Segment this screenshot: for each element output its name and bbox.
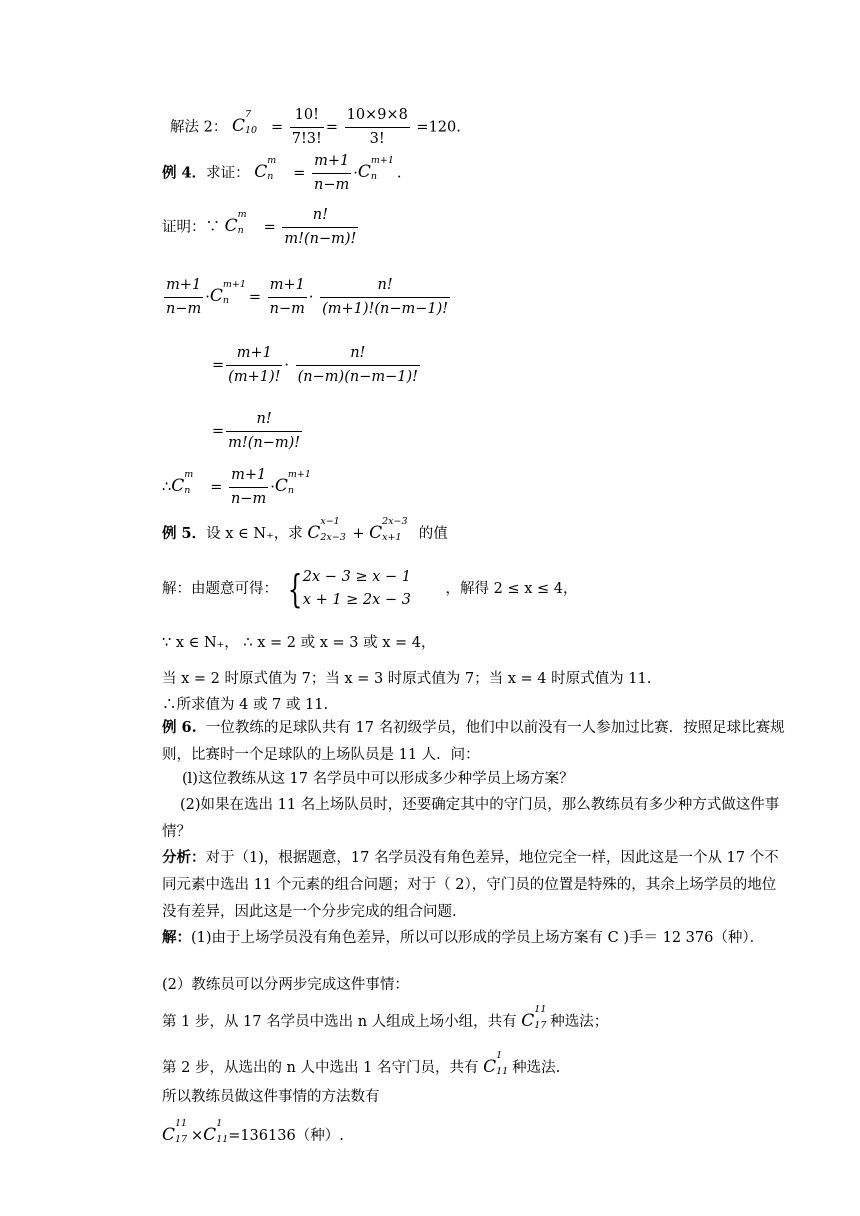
combination-symbol: C m+1 n (357, 155, 394, 183)
fraction: $\frac{m+1}{n-m}$ (166, 277, 202, 317)
inequality-system: 2x − 3 ≥ x − 1 x + 1 ≥ 2x − 3 (302, 569, 411, 609)
solution-5-line: 解：由题意可得： { 2x − 3 ≥ x − 1 x + 1 ≥ 2x − 3 ，解得 2 ≤ x ≤ 4， (162, 567, 578, 612)
fraction: $\frac{n!}{(n-m)(n-m-1)!}$ (297, 345, 418, 385)
derivation-row-2: = $\frac{m+1}{(m+1)!}$ · $\frac{n!}{(n-m)(n-m-1)!}$ (212, 345, 418, 385)
step-intro: (2）教练员可以分两步完成这件事情： (162, 977, 409, 993)
proof-line: 证明：∵ C m n = $\frac{n!}{m!(n-m)!}$ (162, 207, 357, 247)
combination-symbol: C m n (171, 469, 194, 497)
solution-2-label: 解法 2： (170, 119, 228, 136)
conclusion-line: ∴C m n = $\frac{m+1}{n-m}$ ·C m+1 n (162, 467, 311, 507)
combination-symbol: C 7 10 (231, 109, 258, 137)
derivation-row-1: $\frac{m+1}{n-m}$ ·C m+1 n = $\frac{m+1}{n-m}$ · $\frac{n!}{(m+1)!(n-m-1)!}$ (166, 277, 449, 317)
fraction: $\frac{n!}{m!(n-m)!}$ (284, 207, 357, 247)
combination-symbol: C m n (224, 209, 247, 237)
brace: { (287, 567, 302, 612)
fraction: $\frac{n!}{(m+1)!(n-m-1)!}$ (322, 277, 449, 317)
total-intro: 所以教练员做这件事情的方法数有 (162, 1089, 380, 1105)
cases-line: 当 x = 2 时原式值为 7；当 x = 3 时原式值为 7；当 x = 4 时原式值为 11. (162, 671, 652, 687)
solution-6-label: 解： (162, 929, 191, 946)
combination-symbol: C 11 17 (521, 1004, 547, 1031)
example-5-label: 例 5． (162, 525, 207, 542)
question-1: (l)这位教练从这 17 名学员中可以形成多少种学员上场方案？ (182, 771, 574, 787)
fraction: $\frac{m+1}{n-m}$ (269, 277, 305, 317)
fraction: $\frac{m+1}{n-m}$ (314, 153, 350, 193)
analysis-label: 分析： (162, 849, 206, 866)
fraction: $\frac{m+1}{(m+1)!}$ (228, 345, 281, 385)
combination-symbol: C m+1 n (209, 279, 246, 307)
solution-2-result: =120. (416, 119, 461, 136)
example-6-label: 例 6. (162, 719, 197, 736)
fraction: $\frac{m+1}{n-m}$ (231, 467, 267, 507)
because-line: ∵ x ∈ N₊， ∴ x = 2 或 x = 3 或 x = 4， (162, 635, 436, 651)
question-2: (2)如果在选出 11 名上场队员时，还要确定其中的守门员，那么教练员有多少种方式做这件事情？ (162, 797, 780, 840)
fraction: $\frac{10!}{7!3!}$ (291, 107, 322, 147)
analysis-paragraph: 分析：对于（1)，根据题意，17 名学员没有角色差异，地位完全一样，因此这是一个从 17 个不同元素中选出 11 个元素的组合问题；对于（ 2），守门员的位置是特殊的，其余上场学员的地位没有差异，因此这是一个分步完成的组合问题. (162, 849, 779, 920)
example-6-paragraph: 例 6. 一位教练的足球队共有 17 名初级学员，他们中以前没有一人参加过比赛．按照足球比赛规则，比赛时一个足球队的上场队员是 11 人．问： (162, 719, 785, 763)
solution-6-paragraph: 解：(1)由于上场学员没有角色差异，所以可以形成的学员上场方案有 C )手＝ 12 376（种）． (162, 929, 765, 946)
combination-symbol: C 11 17 (162, 1118, 188, 1145)
step-2-line: 第 2 步，从选出的 n 人中选出 1 名守门员，共有 C 1 11 种选法. (162, 1050, 561, 1077)
combination-symbol: C x−1 2x−3 (307, 516, 346, 543)
fraction: $\frac{n!}{m!(n-m)!}$ (228, 411, 301, 451)
example-5-line: 例 5．设 x ∈ N₊，求 C x−1 2x−3 + C 2x−3 x+1 的值 (162, 516, 448, 543)
example-4-label: 例 4． (162, 164, 207, 182)
example-4-line: 例 4．求证： C m n = $\frac{m+1}{n-m}$ ·C m+1 n . (162, 153, 402, 193)
combination-symbol: C m n (254, 155, 277, 183)
fraction: $\frac{10\times 9\times 8}{3!}$ (346, 107, 408, 147)
solution-2-line: 解法 2： C 7 10 = $\frac{10!}{7!3!}$ = $\frac{10\times 9\times 8}{3!}$ =120. (170, 107, 461, 147)
proof-label: 证明：∵ (162, 219, 220, 236)
total-result-line: C 11 17 ×C 1 11 =136136（种）. (162, 1118, 344, 1145)
combination-symbol: C m+1 n (274, 469, 311, 497)
combination-symbol: C 2x−3 x+1 (369, 516, 408, 543)
derivation-row-3: = $\frac{n!}{m!(n-m)!}$ (212, 411, 301, 451)
combination-symbol: C 1 11 (483, 1050, 509, 1077)
answer-line: ∴所求值为 4 或 7 或 11. (162, 697, 329, 713)
step-1-line: 第 1 步，从 17 名学员中选出 n 人组成上场小组，共有 C 11 17 种选法； (162, 1004, 609, 1031)
combination-symbol: C 1 11 (203, 1118, 229, 1145)
